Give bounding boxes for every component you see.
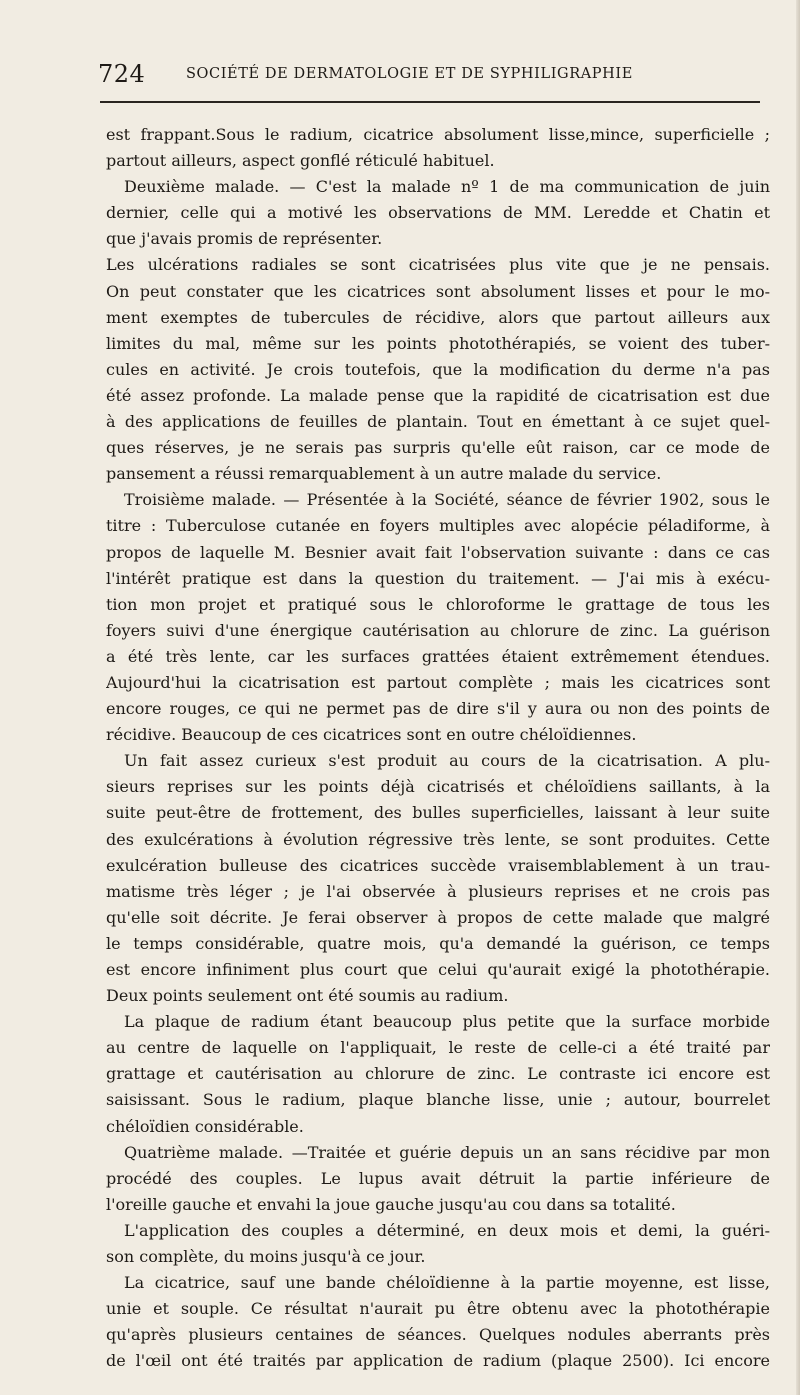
text-line: à des applications de feuilles de plantain. Tout en émettant à ce sujet quel- (106, 412, 770, 432)
text-line: unie et souple. Ce résultat n'aurait pu être obtenu avec la photothérapie (106, 1299, 770, 1319)
text-line: tion mon projet et pratiqué sous le chloroforme le grattage de tous les (106, 594, 770, 614)
text-line: l'oreille gauche et envahi la joue gauche jusqu'au cou dans sa totalité. (106, 1194, 676, 1214)
text-line: dernier, celle qui a motivé les observations de MM. Leredde et Chatin et (106, 203, 770, 223)
text-line: encore rouges, ce qui ne permet pas de dire s'il y aura ou non des points de (106, 699, 770, 719)
text-line: Un fait assez curieux s'est produit au cours de la cicatrisation. A plu- (124, 751, 770, 771)
text-line: foyers suivi d'une énergique cautérisation au chlorure de zinc. La guérison (106, 620, 770, 640)
text-line: Deuxième malade. — C'est la malade nº 1 de ma communication de juin (124, 177, 770, 197)
text-line: des exulcérations à évolution régressive très lente, se sont produites. Cette (106, 829, 770, 849)
text-line: a été très lente, car les surfaces grattées étaient extrêmement étendues. (106, 646, 770, 666)
header-rule (100, 101, 760, 103)
text-line: cules en activité. Je crois toutefois, que la modification du derme n'a pas (106, 359, 770, 379)
text-line: est encore infiniment plus court que celui qu'aurait exigé la photothérapie. (106, 960, 770, 979)
text-line: procédé des couples. Le lupus avait détruit la partie inférieure de (106, 1168, 770, 1188)
text-line: qu'après plusieurs centaines de séances. Quelques nodules aberrants près (106, 1325, 770, 1345)
text-line: sieurs reprises sur les points déjà cicatrisés et chéloïdiens saillants, à la (106, 777, 770, 797)
text-line: saisissant. Sous le radium, plaque blanche lisse, unie ; autour, bourrelet (106, 1090, 770, 1110)
text-line: que j'avais promis de représenter. (106, 229, 383, 249)
text-line: qu'elle soit décrite. Je ferai observer à propos de cette malade que malgré (106, 907, 770, 927)
text-line: au centre de laquelle on l'appliquait, le reste de celle-ci a été traité par (106, 1038, 770, 1058)
text-line: Quatrième malade. —Traitée et guérie depuis un an sans récidive par mon (124, 1142, 770, 1162)
page-edge (796, 0, 800, 1395)
text-line: ques réserves, je ne serais pas surpris qu'elle eût raison, car ce mode de (106, 438, 770, 458)
page-number: 724 (98, 60, 146, 88)
text-line: titre : Tuberculose cutanée en foyers multiples avec alopécie péladiforme, à (106, 516, 770, 536)
text-line: On peut constater que les cicatrices sont absolument lisses et pour le mo- (106, 281, 770, 301)
text-line: récidive. Beaucoup de ces cicatrices sont en outre chéloïdiennes. (106, 725, 637, 745)
text-line: chéloïdien considérable. (106, 1116, 304, 1136)
body-text (106, 122, 770, 1375)
text-line: partout ailleurs, aspect gonflé réticulé habituel. (106, 151, 495, 171)
text-line: grattage et cautérisation au chlorure de zinc. Le contraste ici encore est (106, 1064, 770, 1084)
text-line: pansement a réussi remarquablement à un autre malade du service. (106, 464, 662, 484)
text-line: ment exemptes de tubercules de récidive, alors que partout ailleurs aux (106, 307, 770, 327)
text-line: Les ulcérations radiales se sont cicatrisées plus vite que je ne pensais. (106, 255, 770, 275)
text-line: son complète, du moins jusqu'à ce jour. (106, 1247, 426, 1267)
text-line: l'intérêt pratique est dans la question du traitement. — J'ai mis à exécu- (106, 568, 770, 588)
text-line: La plaque de radium étant beaucoup plus petite que la surface morbide (124, 1012, 770, 1032)
running-title: SOCIÉTÉ DE DERMATOLOGIE ET DE SYPHILIGRAPHIE (186, 66, 633, 82)
text-line: Aujourd'hui la cicatrisation est partout complète ; mais les cicatrices sont (106, 672, 770, 692)
text-line: L'application des couples a déterminé, en deux mois et demi, la guéri- (124, 1220, 770, 1240)
text-line: La cicatrice, sauf une bande chéloïdienne à la partie moyenne, est lisse, (124, 1273, 770, 1293)
text-line: été assez profonde. La malade pense que la rapidité de cicatrisation est due (106, 385, 770, 405)
text-line: le temps considérable, quatre mois, qu'a demandé la guérison, ce temps (106, 933, 770, 953)
text-line: est frappant.Sous le radium, cicatrice absolument lisse,mince, superficielle ; (106, 125, 770, 144)
text-line: propos de laquelle M. Besnier avait fait l'observation suivante : dans ce cas (106, 542, 770, 562)
text-line: Troisième malade. — Présentée à la Société, séance de février 1902, sous le (124, 490, 770, 510)
text-line: matisme très léger ; je l'ai observée à plusieurs reprises et ne crois pas (106, 881, 770, 901)
text-line: de l'œil ont été traités par application de radium (plaque 2500). Ici encore (106, 1351, 770, 1371)
text-line: suite peut-être de frottement, des bulles superficielles, laissant à leur suite (106, 803, 770, 823)
text-line: limites du mal, même sur les points photothérapiés, se voient des tuber- (106, 333, 770, 353)
text-line: Deux points seulement ont été soumis au radium. (106, 986, 509, 1006)
page-header (98, 60, 763, 90)
text-line: exulcération bulleuse des cicatrices succède vraisemblablement à un trau- (106, 855, 770, 875)
